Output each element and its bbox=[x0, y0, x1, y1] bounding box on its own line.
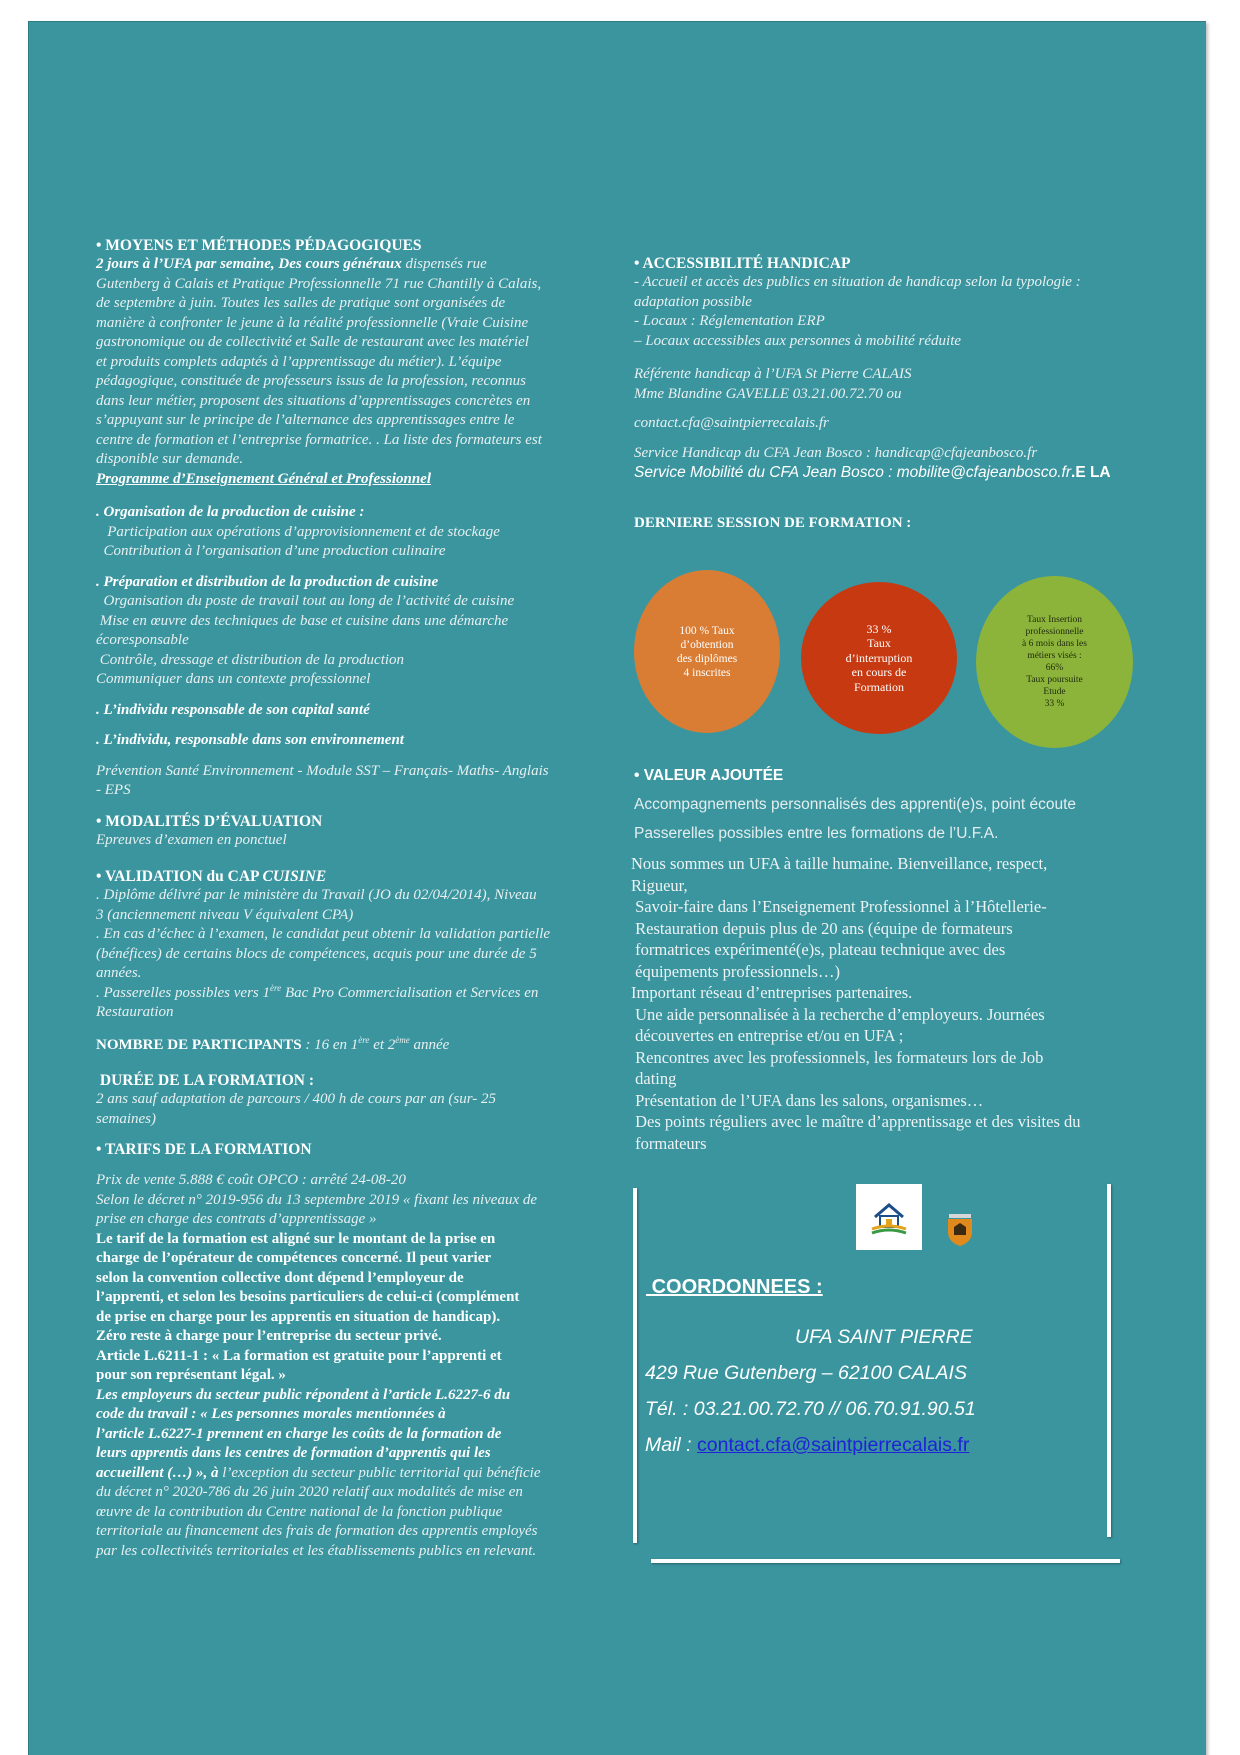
stat-line: métiers visés : bbox=[1027, 651, 1082, 661]
stat-obtention-text bbox=[677, 624, 737, 680]
stat-line: 33 % bbox=[1044, 699, 1065, 709]
stat-insertion-text bbox=[1022, 614, 1087, 710]
stat-line: d’obtention bbox=[680, 638, 734, 651]
stat-line: d’interruption bbox=[845, 650, 913, 665]
valeur-passerelles: Passerelles possibles entre les formations de l’U.F.A. bbox=[634, 825, 999, 842]
stat-line: Taux bbox=[867, 636, 891, 651]
house-logo-icon bbox=[856, 1184, 922, 1250]
stat-circle-insertion bbox=[976, 576, 1133, 748]
organisation-block: . Organisation de la production de cuisine : Participation aux opérations d’approvisionnement et de stockage Contribution à l’organisation d’une production culinaire bbox=[96, 504, 500, 559]
stat-line: des diplômes bbox=[676, 652, 738, 665]
validation-text: . Diplôme délivré par le ministère du Travail (JO du 02/04/2014), Niveau 3 (anciennement niveau V équivalent CPA) . En cas d’échec à l’examen, le candidat peut obtenir la validation partielle (bénéfices) de certains blocs de compétences, acquis pour une durée de 5 années. . Passerelles possibles vers 1ère Bac Pro Commercialisation et Services en Restauration bbox=[96, 887, 551, 1020]
duree-text: 2 ans sauf adaptation de parcours / 400 h de cours par an (sur- 25 semaines) bbox=[96, 1091, 496, 1127]
stat-line: 33 % bbox=[866, 621, 892, 636]
coords-mail-link[interactable]: contact.cfa@saintpierrecalais.fr bbox=[697, 1434, 970, 1456]
valeur-accompagnement: Accompagnements personnalisés des apprenti(e)s, point écoute bbox=[634, 796, 1077, 813]
coords-address: 429 Rue Gutenberg – 62100 CALAIS bbox=[645, 1362, 967, 1384]
heading-duree: DURÉE DE LA FORMATION : bbox=[96, 1072, 315, 1089]
service-mobilite: Service Mobilité du CFA Jean Bosco : mobilite@cfajeanbosco.fr.E LA bbox=[634, 464, 1111, 481]
sante-title: . L’individu responsable de son capital santé bbox=[96, 701, 370, 718]
contact-mail-text: contact.cfa@saintpierrecalais.fr bbox=[634, 415, 829, 431]
stat-line: Etude bbox=[1043, 687, 1066, 697]
moyens-lead: 2 jours à l’UFA par semaine, Des cours généraux bbox=[96, 256, 402, 272]
participants-line: NOMBRE DE PARTICIPANTS : 16 en 1ère et 2ème année bbox=[96, 1034, 450, 1053]
stat-line: 4 inscrites bbox=[683, 666, 731, 679]
stat-line: 100 % Taux bbox=[679, 624, 735, 637]
left-column bbox=[96, 236, 612, 1561]
coords-border-left bbox=[633, 1188, 637, 1543]
heading-session: DERNIERE SESSION DE FORMATION : bbox=[634, 515, 912, 531]
heading-moyens: • MOYENS ET MÉTHODES PÉDAGOGIQUES bbox=[96, 237, 422, 254]
heading-accessibilite: • ACCESSIBILITÉ HANDICAP bbox=[634, 255, 851, 272]
stat-circle-interruption bbox=[801, 582, 957, 734]
heading-modalites: • MODALITÉS D’ÉVALUATION bbox=[96, 812, 323, 830]
right-column bbox=[634, 254, 1154, 534]
coords-mail-line: Mail : contact.cfa@saintpierrecalais.fr bbox=[645, 1434, 970, 1456]
heading-tarifs: • TARIFS DE LA FORMATION bbox=[96, 1141, 312, 1158]
referente-text: Référente handicap à l’UFA St Pierre CALAIS Mme Blandine GAVELLE 03.21.00.72.70 ou bbox=[634, 366, 912, 402]
valeur-section bbox=[631, 767, 1154, 1154]
valeur-list: Nous sommes un UFA à taille humaine. Bienveillance, respect, Rigueur, Savoir-faire dans l’Enseignement Professionnel à l’Hôtellerie- Restauration depuis plus de 20 ans (équipe de formateurs formatrices expérimenté(e)s, plateau technique avec des équipements professionnels…) Important réseau d’entreprises partenaires. Une aide personnalisée à la recherche d’employeurs. Journées découvertes en entreprise et/ou en UFA ; Rencontres avec les professionnels, les formateurs lors de Job dating Présentation de l’UFA dans les salons, organismes… Des points réguliers avec le maître d’apprentissage et des visites du formateurs bbox=[631, 854, 1081, 1153]
stat-interruption-text bbox=[846, 622, 913, 695]
stat-line: professionnelle bbox=[1025, 627, 1084, 637]
programme-title: Programme d’Enseignement Général et Professionnel bbox=[96, 470, 431, 487]
modalites-text: Epreuves d’examen en ponctuel bbox=[96, 831, 287, 848]
stat-circle-obtention bbox=[634, 570, 780, 733]
shield-crest-icon bbox=[947, 1214, 973, 1246]
moyens-paragraph: 2 jours à l’UFA par semaine, Des cours généraux dispensés rue Gutenberg à Calais et Pratique Professionnelle 71 rue Chantilly à Calais, de septembre à juin. Toutes les salles de pratique sont organisées de manière à confronter le jeune à la réalité professionnelle (Vraie Cuisine gastronomique ou de collectivité et Salle de restaurant avec les matériel et produits complets adaptés à l’apprentissage du métier). L’équipe pédagogique, constituée de professeurs issus de la profession, reconnus dans leur métier, proposent des situations d’apprentissages concrètes en s’appuyant sur le principe de l’alternance des apprentissages entre le centre de formation et l’entreprise formatrice. . La liste des formateurs est disponible sur demande. bbox=[96, 256, 542, 467]
stat-line: Taux Insertion bbox=[1026, 615, 1082, 625]
coords-border-right bbox=[1107, 1184, 1111, 1537]
coords-tel: Tél. : 03.21.00.72.70 // 06.70.91.90.51 bbox=[645, 1398, 976, 1420]
stat-line: en cours de bbox=[851, 665, 907, 680]
prevention-text: Prévention Santé Environnement - Module SST – Français- Maths- Anglais - EPS bbox=[96, 762, 549, 798]
coords-title: COORDONNEES : bbox=[651, 1276, 823, 1298]
heading-validation: • VALIDATION du CAP CUISINE bbox=[96, 868, 327, 885]
heading-valeur: • VALEUR AJOUTÉE bbox=[634, 767, 784, 784]
tarifs-text: Prix de vente 5.888 € coût OPCO : arrêté 24-08-20 Selon le décret n° 2019-956 du 13 septembre 2019 « fixant les niveaux de prise en charge des contrats d’apprentissage » Le tarif de la formation est aligné sur le montant de la prise en charge de l’opérateur de compétences concerné. Il peut varier selon la convention collective dont dépend l’employeur de l’apprenti, et selon les besoins particuliers de celui-ci (complément de prise en charge pour les apprentis en situation de handicap). Zéro reste à charge pour l’entreprise du secteur privé. Article L.6211-1 : « La formation est gratuite pour l’apprenti et pour son représentant légal. » Les employeurs du secteur public répondent à l’article L.6227-6 du code du travail : « Les personnes morales mentionnées à l’article L.6227-1 prennent en charge les coûts de la formation de leurs apprentis dans les centres de formation d’apprentis qui les accueillent (…) », à l’exception du secteur public territorial qui bénéficie du décret n° 2020-786 du 26 juin 2020 relatif aux modalités de mise en œuvre de la contribution du Centre national de la fonction publique territoriale au financement des frais de formation des apprentis employés par les collectivités territoriales et les établissements publics en relevant. bbox=[96, 1172, 541, 1559]
accessibilite-text: - Accueil et accès des publics en situation de handicap selon la typologie : adaptation possible - Locaux : Réglementation ERP – Locaux accessibles aux personnes à mobilité réduite bbox=[634, 274, 1081, 349]
service-handicap: Service Handicap du CFA Jean Bosco : handicap@cfajeanbosco.fr bbox=[634, 444, 1038, 461]
stat-line: à 6 mois dans les bbox=[1022, 639, 1087, 649]
stat-line: Formation bbox=[854, 679, 904, 694]
stat-line: Taux poursuite bbox=[1026, 675, 1083, 685]
stat-line: 66% bbox=[1045, 663, 1064, 673]
coords-name: UFA SAINT PIERRE bbox=[795, 1326, 973, 1348]
preparation-block: . Préparation et distribution de la production de cuisine Organisation du poste de travail tout au long de l’activité de cuisine Mise en œuvre des techniques de base et cuisine dans une démarche écoresponsable Contrôle, dressage et distribution de la production Communiquer dans un contexte professionnel bbox=[96, 573, 515, 687]
coords-border-bottom bbox=[651, 1559, 1120, 1563]
environnement-title: . L’individu, responsable dans son environnement bbox=[96, 732, 404, 748]
